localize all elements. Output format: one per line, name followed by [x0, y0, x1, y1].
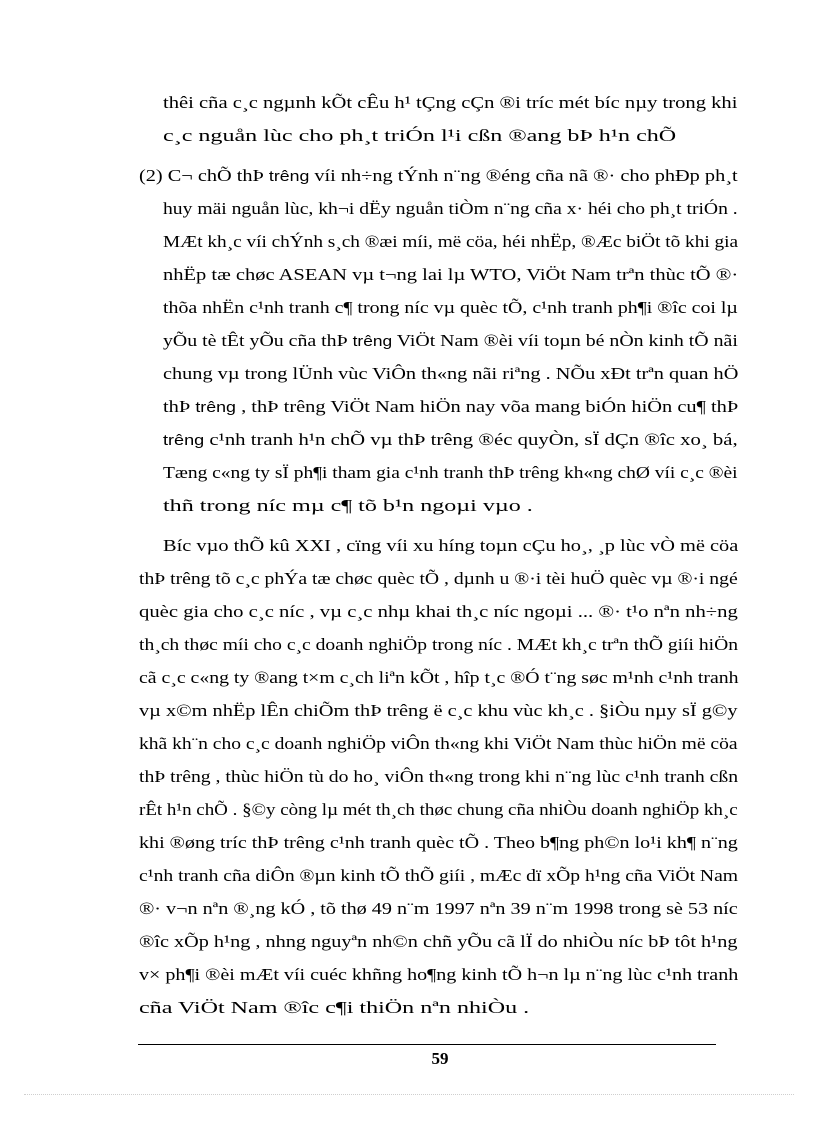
text-line: thÞ trêng tõ c¸c phÝa tæ chøc quèc tÕ , dµnh u ®·i tèi huÖ quèc vµ ®·i ngé: [139, 569, 738, 588]
text-line: th¸ch thøc míi cho c¸c doanh nghiÖp trong níc . MÆt kh¸c trªn thÕ giíi hiÖn: [139, 635, 739, 654]
text-line: ®· v¬n nªn ®¸ng kÓ , tõ thø 49 n¨m 1997 nªn 39 n¨m 1998 trong sè 53 níc: [139, 899, 738, 918]
text-line: v× ph¶i ®èi mÆt víi cuéc khñng ho¶ng kinh tÕ h¬n lµ n¨ng lùc c¹nh tranh: [139, 965, 739, 984]
text-line: khi ®øng tríc thÞ trêng c¹nh tranh quèc tÕ . Theo b¶ng ph©n lo¹i kh¶ n¨ng: [139, 833, 738, 852]
text-line: thêi cña c¸c ngµnh kÕt cÊu h¹ tÇng cÇn ®i tríc mét bíc nµy trong khi: [163, 93, 738, 112]
text-line: Tæng c«ng ty sÏ ph¶i tham gia c¹nh tranh thÞ trêng kh«ng chØ víi c¸c ®èi: [163, 463, 738, 482]
text-line: thÞ trêng , thùc hiÖn tù do ho¸ viÔn th«ng trong khi n¨ng lùc c¹nh tranh cßn: [139, 767, 739, 786]
text-line: khã kh¨n cho c¸c doanh nghiÖp viÔn th«ng khi ViÖt Nam thùc hiÖn më cöa: [139, 734, 738, 753]
text-line: Bíc vµo thÕ kû XXI , cïng víi xu híng toµn cÇu ho¸, ¸p lùc vÒ më cöa: [163, 536, 739, 555]
text-line: chung vµ trong lÜnh vùc ViÔn th«ng nãi riªng . NÕu xÐt trªn quan hÖ: [163, 364, 739, 383]
text-line: nhËp tæ chøc ASEAN vµ t¬ng lai lµ WTO, ViÖt Nam trªn thùc tÕ ®·: [163, 265, 739, 284]
text-line: cã c¸c c«ng ty ®ang t×m c¸ch liªn kÕt , hîp t¸c ®Ó t¨ng søc m¹nh c¹nh tranh: [139, 668, 739, 687]
text-line: cña ViÖt Nam ®îc c¶i thiÖn nªn nhiÒu .: [139, 998, 530, 1017]
text-line: thñ trong níc mµ c¶ tõ b¹n ngoµi vµo .: [163, 496, 533, 515]
text-line: c¸c nguån lùc cho ph¸t triÓn l¹i cßn ®ang bÞ h¹n chÕ: [163, 126, 677, 145]
text-line: ®îc xÕp h¹ng , nhng nguyªn nh©n chñ yÕu cã lÏ do nhiÒu níc bÞ tôt h¹ng: [139, 932, 738, 951]
text-line: thõa nhËn c¹nh tranh c¶ trong níc vµ quèc tÕ, c¹nh tranh ph¶i ®îc coi lµ: [163, 298, 738, 317]
text-line: vµ x©m nhËp lÊn chiÕm thÞ trêng ë c¸c khu vùc kh¸c . §iÒu nµy sÏ g©y: [139, 701, 738, 720]
text-line: thÞ trêng , thÞ trêng ViÖt Nam hiÖn nay võa mang biÓn hiÖn cu¶ thÞ: [163, 397, 739, 416]
text-line: (2) C¬ chÕ thÞ trêng víi nh÷ng tÝnh n¨ng ®éng cña nã ®· cho phÐp ph¸t: [139, 166, 738, 185]
text-line: yÕu tè tÊt yÕu cña thÞ trêng ViÖt Nam ®èi víi toµn bé nÒn kinh tÕ nãi: [163, 331, 738, 350]
text-line: rÊt h¹n chÕ . §©y còng lµ mét th¸ch thøc chung cña nhiÒu doanh nghiÖp kh¸c: [139, 800, 738, 819]
text-line: trêng c¹nh tranh h¹n chÕ vµ thÞ trêng ®éc quyÒn, sÏ dÇn ®îc xo¸ bá,: [163, 430, 738, 449]
footer-rule: [138, 1044, 716, 1045]
page-number: 59: [431, 1049, 449, 1068]
bottom-dotted-border: [24, 1094, 794, 1095]
text-line: quèc gia cho c¸c níc , vµ c¸c nhµ khai th¸c níc ngoµi ... ®· t¹o nªn nh÷ng: [139, 602, 738, 621]
text-line: c¹nh tranh cña diÔn ®µn kinh tÕ thÕ giíi , mÆc dï xÕp h¹ng cña ViÖt Nam: [139, 866, 739, 885]
text-line: huy mäi nguån lùc, kh¬i dËy nguån tiÒm n¨ng cña x· héi cho ph¸t triÓn .: [163, 199, 738, 218]
text-line: MÆt kh¸c víi chÝnh s¸ch ®æi míi, më cöa, héi nhËp, ®Æc biÖt tõ khi gia: [163, 232, 739, 251]
